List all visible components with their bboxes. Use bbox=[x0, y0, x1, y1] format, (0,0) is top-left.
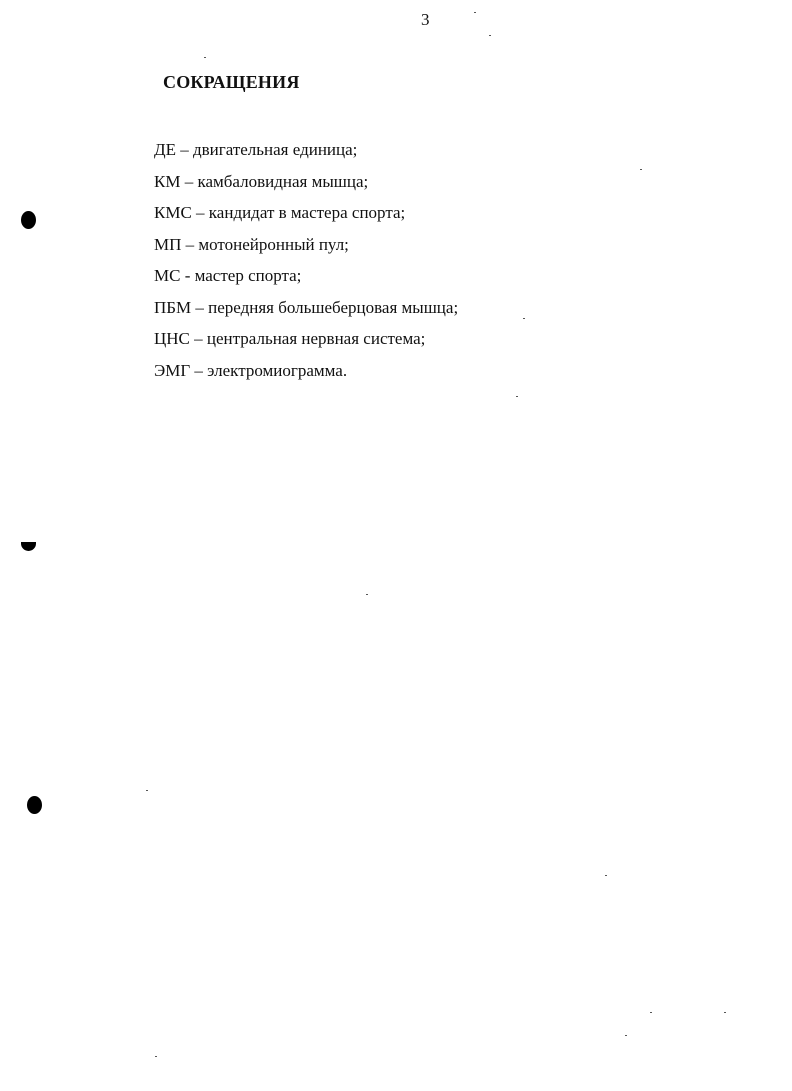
page-number: 3 bbox=[421, 10, 430, 29]
scan-speck bbox=[724, 1012, 726, 1013]
scan-speck bbox=[366, 594, 368, 595]
abbreviation-list bbox=[154, 134, 458, 386]
section-heading: СОКРАЩЕНИЯ bbox=[163, 72, 300, 92]
abbreviation-item: ЭМГ – электромиограмма. bbox=[154, 360, 348, 380]
abbreviation-item: МС - мастер спорта; bbox=[154, 266, 302, 285]
scan-speck bbox=[640, 169, 642, 170]
scan-speck bbox=[204, 57, 206, 58]
abbreviation-item: ПБМ – передняя большеберцовая мышца; bbox=[154, 297, 459, 317]
abbreviation-item: МП – мотонейронный пул; bbox=[154, 234, 349, 254]
scan-speck bbox=[489, 35, 491, 36]
scan-speck bbox=[474, 12, 476, 13]
punch-hole-top bbox=[21, 211, 36, 229]
abbreviation-item: КМС – кандидат в мастера спорта; bbox=[154, 203, 406, 222]
scan-speck bbox=[523, 318, 525, 319]
punch-hole-middle bbox=[21, 542, 36, 551]
scan-speck bbox=[650, 1012, 652, 1013]
scan-speck bbox=[605, 875, 607, 876]
scan-speck bbox=[516, 396, 518, 397]
scan-speck bbox=[146, 790, 148, 791]
scan-speck bbox=[625, 1035, 627, 1036]
abbreviation-item: ДЕ – двигательная единица; bbox=[154, 140, 358, 159]
punch-hole-bottom bbox=[27, 796, 42, 814]
abbreviation-item: ЦНС – центральная нервная система; bbox=[154, 329, 426, 348]
scan-speck bbox=[155, 1056, 157, 1057]
abbreviation-item: КМ – камбаловидная мышца; bbox=[154, 171, 369, 191]
